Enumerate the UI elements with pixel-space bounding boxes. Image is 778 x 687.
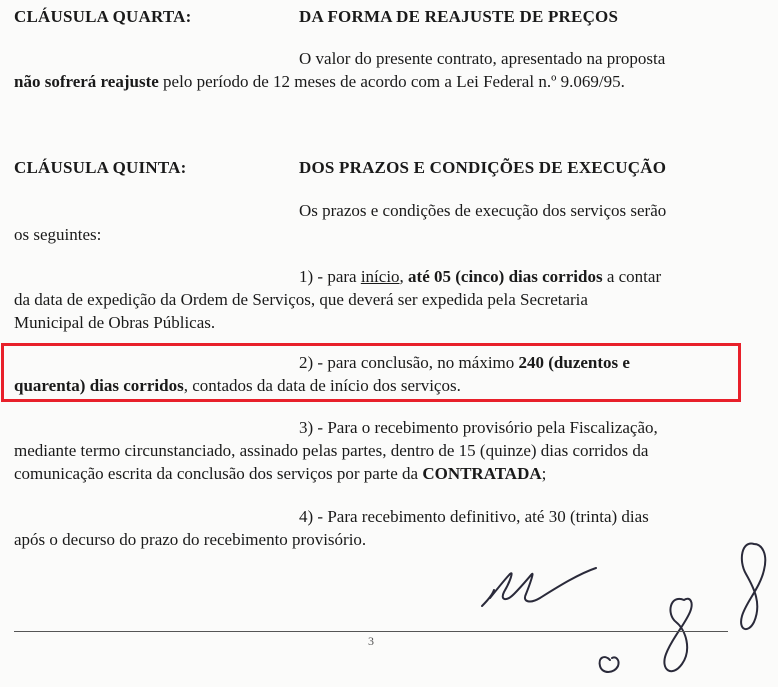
item2-deadline-part1: 240 (duzentos e: [518, 353, 630, 372]
footer-rule: [14, 631, 728, 632]
item3-line1: 3) - Para o recebimento provisório pela Fiscalização,: [299, 418, 658, 437]
item3-line3: [14, 463, 546, 485]
clause4-label: CLÁUSULA QUARTA:: [14, 7, 192, 26]
clause4-paragraph-rest: pelo período de 12 meses de acordo com a Lei Federal n.º 9.069/95.: [158, 72, 625, 91]
item3-line3-text: comunicação escrita da conclusão dos serviços por parte da: [14, 464, 423, 483]
contractor-word: CONTRATADA: [422, 464, 542, 483]
page-number: 3: [368, 634, 374, 648]
clause5-intro-line2: os seguintes:: [14, 225, 102, 244]
item2-line2: [14, 375, 461, 397]
item1-line1: [299, 266, 661, 288]
clause5-intro-line1: Os prazos e condições de execução dos serviços serão: [299, 201, 667, 220]
clause4-title: DA FORMA DE REAJUSTE DE PREÇOS: [299, 7, 619, 26]
item1-line2: da data de expedição da Ordem de Serviços, que deverá ser expedida pela Secretaria: [14, 290, 588, 309]
item1-deadline: até 05 (cinco) dias corridos: [408, 267, 603, 286]
item2-rest: , contados da data de início dos serviços.: [183, 376, 461, 395]
item4-line1: 4) - Para recebimento definitivo, até 30 (trinta) dias: [299, 507, 649, 526]
item1-start-word: início: [360, 267, 400, 286]
item4-line2: após o decurso do prazo do recebimento provisório.: [14, 530, 367, 549]
item1-line3: Municipal de Obras Públicas.: [14, 313, 216, 332]
item2-prefix: 2) - para conclusão, no máximo: [299, 353, 519, 372]
item1-prefix: 1) - para: [299, 267, 361, 286]
item1-suffix: a contar: [602, 267, 662, 286]
item3-line2: mediante termo circunstanciado, assinado pelas partes, dentro de 15 (quinze) dias corridos da: [14, 441, 649, 460]
clause4-paragraph-line2: [14, 71, 625, 93]
handwritten-initials-signature: [470, 530, 778, 687]
clause5-label: CLÁUSULA QUINTA:: [14, 158, 187, 177]
clause4-paragraph-line1: O valor do presente contrato, apresentado na proposta: [299, 49, 666, 68]
item2-deadline-part2: quarenta) dias corridos: [14, 376, 184, 395]
no-adjustment-text: não sofrerá reajuste: [14, 72, 159, 91]
clause5-title: DOS PRAZOS E CONDIÇÕES DE EXECUÇÃO: [299, 158, 667, 177]
item1-comma: ,: [399, 267, 409, 286]
item2-line1: [299, 352, 630, 374]
item3-semicolon: ;: [541, 464, 547, 483]
